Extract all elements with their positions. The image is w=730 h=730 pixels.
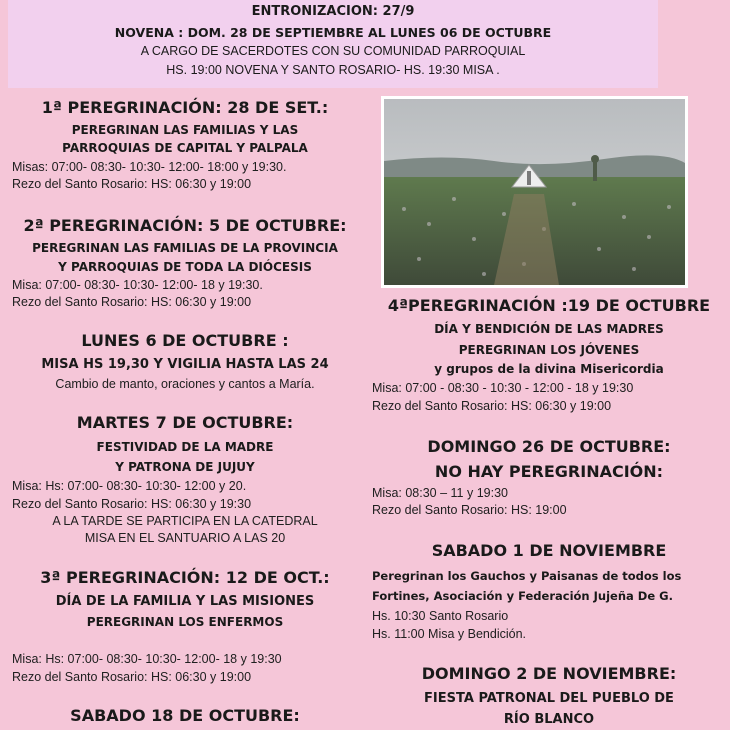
p2-line1: PEREGRINAN LAS FAMILIAS DE LA PROVINCIA <box>32 241 338 255</box>
p3-rezo: Rezo del Santo Rosario: HS: 06:30 y 19:00 <box>12 670 252 684</box>
p1-title: 1ª PEREGRINACIÓN: 28 DE SET.: <box>41 98 329 117</box>
p4-rezo: Rezo del Santo Rosario: HS: 06:30 y 19:00 <box>372 399 612 413</box>
sabado18-title: SABADO 18 DE OCTUBRE: <box>70 706 300 725</box>
p3-line1: PEREGRINAN LOS ENFERMOS <box>86 615 284 629</box>
p1-line2: PARROQUIAS DE CAPITAL Y PALPALA <box>62 141 308 155</box>
sanctuary-crowd-photo <box>381 96 688 288</box>
p2-title: 2ª PEREGRINACIÓN: 5 DE OCTUBRE: <box>23 216 347 235</box>
p3-sub: DÍA DE LA FAMILIA Y LAS MISIONES <box>55 594 315 609</box>
p3-title: 3ª PEREGRINACIÓN: 12 DE OCT.: <box>40 568 330 587</box>
sabado1-line3: Hs. 10:30 Santo Rosario <box>372 609 509 623</box>
lunes-sub: MISA HS 19,30 Y VIGILIA HASTA LAS 24 <box>41 357 329 372</box>
p2-misa: Misa: 07:00- 08:30- 10:30- 12:00- 18 y 19:30. <box>12 278 263 292</box>
domingo2-line2: RÍO BLANCO <box>503 712 595 727</box>
martes-line1: FESTIVIDAD DE LA MADRE <box>96 440 274 454</box>
p1-rezo: Rezo del Santo Rosario: HS: 06:30 y 19:00 <box>12 177 252 191</box>
sabado1-line1: Peregrinan los Gauchos y Paisanas de todos los <box>372 569 682 583</box>
domingo26-misa: Misa: 08:30 – 11 y 19:30 <box>372 486 508 500</box>
sabado1-title: SABADO 1 DE NOVIEMBRE <box>431 541 667 560</box>
martes-tarde1: A LA TARDE SE PARTICIPA EN LA CATEDRAL <box>52 514 318 528</box>
sabado1-line4: Hs. 11:00 Misa y Bendición. <box>372 627 527 641</box>
p4-title: 4ªPEREGRINACIÓN :19 DE OCTUBRE <box>387 296 711 315</box>
martes-misa: Misa: Hs: 07:00- 08:30- 10:30- 12:00 y 20. <box>12 479 247 493</box>
domingo26-title: DOMINGO 26 DE OCTUBRE: <box>427 437 671 456</box>
horario-text: HS. 19:00 NOVENA Y SANTO ROSARIO- HS. 19:30 MISA . <box>166 63 500 77</box>
martes-title: MARTES 7 DE OCTUBRE: <box>76 413 294 432</box>
lunes-text: Cambio de manto, oraciones y cantos a María. <box>55 377 315 391</box>
p4-line1: DÍA Y BENDICIÓN DE LAS MADRES <box>434 322 664 336</box>
p4-line3: y grupos de la divina Misericordia <box>434 362 664 376</box>
entronizacion-text: ENTRONIZACION: 27/9 <box>251 4 415 19</box>
martes-rezo: Rezo del Santo Rosario: HS: 06:30 y 19:30 <box>12 497 252 511</box>
p4-line2: PEREGRINAN LOS JÓVENES <box>458 343 640 357</box>
domingo26-sub: NO HAY PEREGRINACIÓN: <box>434 462 664 481</box>
domingo2-line1: FIESTA PATRONAL DEL PUEBLO DE <box>424 691 674 706</box>
p1-misas: Misas: 07:00- 08:30- 10:30- 12:00- 18:00 y 19:30. <box>12 160 287 174</box>
p3-misa: Misa: Hs: 07:00- 08:30- 10:30- 12:00- 18 y 19:30 <box>12 652 282 666</box>
martes-tarde2: MISA EN EL SANTUARIO A LAS 20 <box>84 531 286 545</box>
martes-line2: Y PATRONA DE JUJUY <box>115 460 255 474</box>
p4-misa: Misa: 07:00 - 08:30 - 10:30 - 12:00 - 18 y 19:30 <box>372 381 634 395</box>
p2-rezo: Rezo del Santo Rosario: HS: 06:30 y 19:00 <box>12 295 252 309</box>
p2-line2: Y PARROQUIAS DE TODA LA DIÓCESIS <box>58 260 312 274</box>
domingo2-title: DOMINGO 2 DE NOVIEMBRE: <box>421 664 677 683</box>
sabado1-line2: Fortines, Asociación y Federación Jujeña De G. <box>372 589 673 603</box>
cargo-text: A CARGO DE SACERDOTES CON SU COMUNIDAD PARROQUIAL <box>140 44 526 58</box>
domingo26-rezo: Rezo del Santo Rosario: HS: 19:00 <box>372 503 567 517</box>
lunes-title: LUNES 6 DE OCTUBRE : <box>81 331 289 350</box>
novena-text: NOVENA : DOM. 28 DE SEPTIEMBRE AL LUNES 06 DE OCTUBRE <box>114 25 552 40</box>
p1-line1: PEREGRINAN LAS FAMILIAS Y LAS <box>71 123 299 137</box>
